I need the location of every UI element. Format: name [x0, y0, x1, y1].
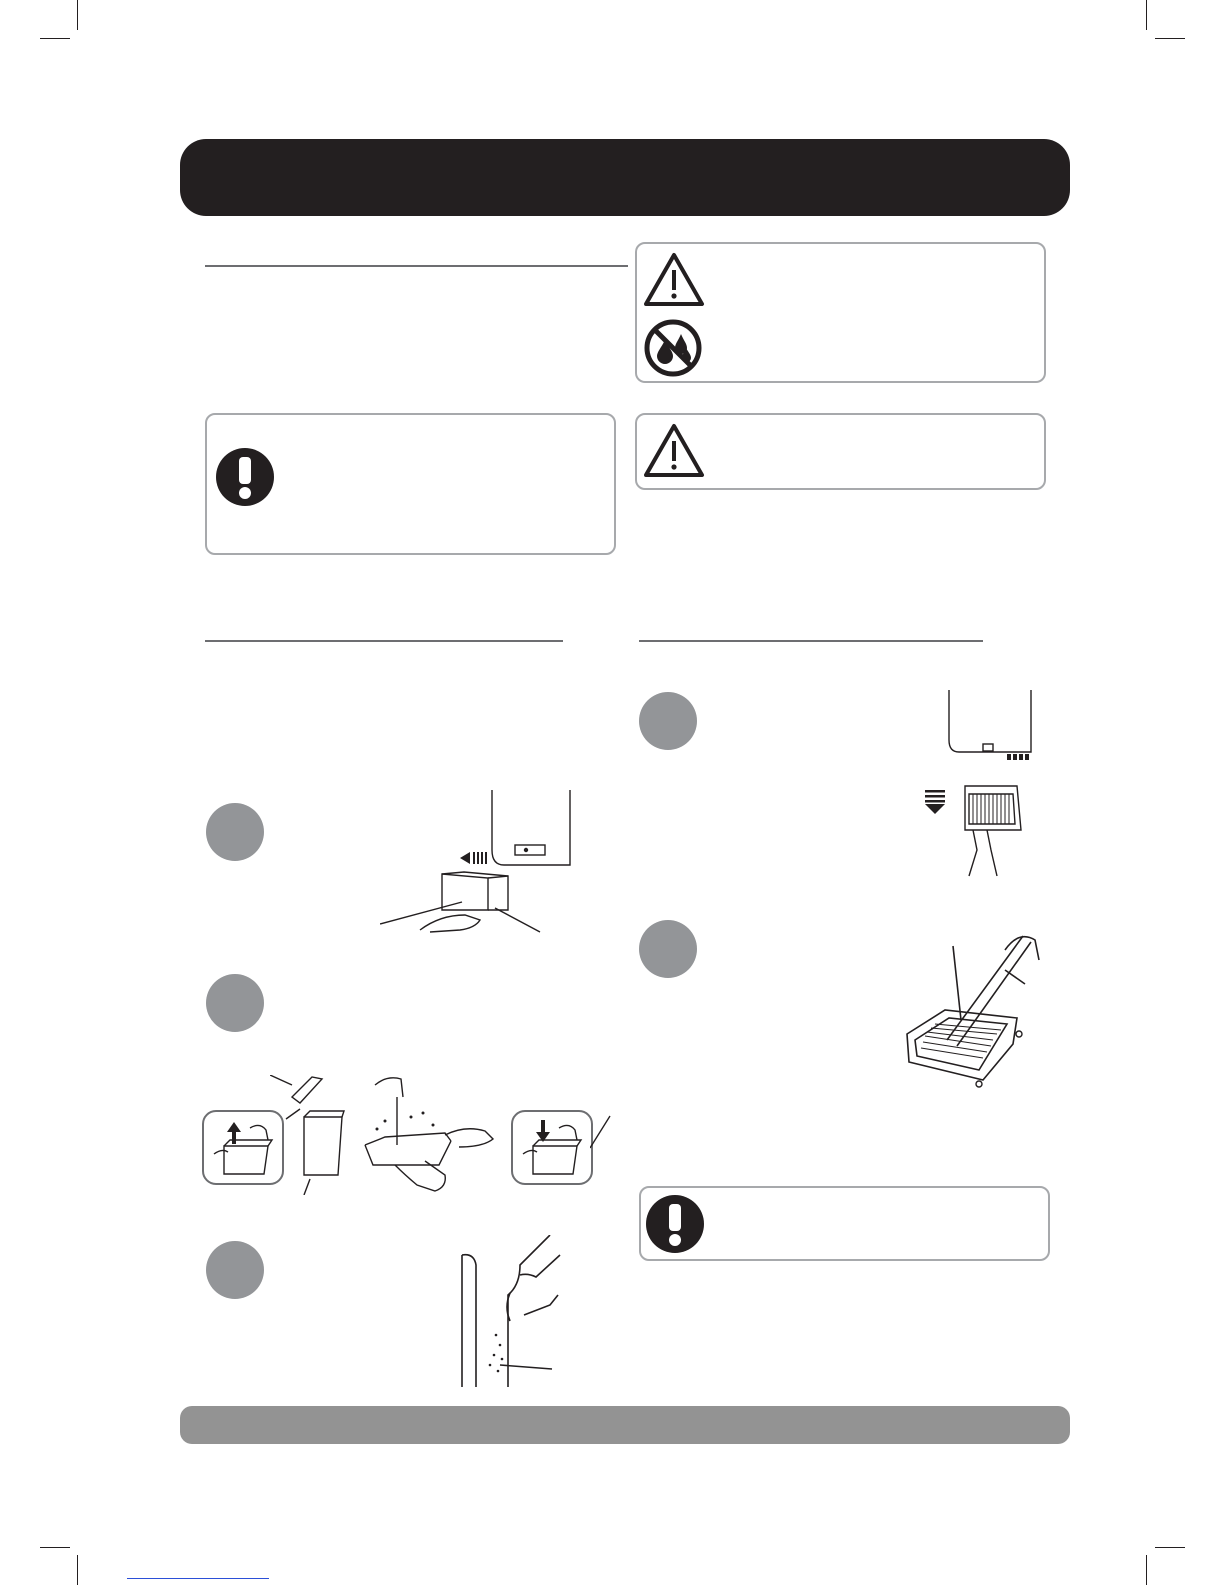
exclamation-circle-icon [645, 1194, 705, 1254]
exclamation-circle-icon [215, 447, 275, 507]
tank-close-illustration [519, 1118, 589, 1180]
crop-mark-top-left-v [77, 0, 78, 30]
inset-pointer-line [590, 1110, 612, 1150]
crop-mark-top-right-h [1155, 38, 1185, 39]
warning-box [635, 242, 1046, 383]
section-rule-mid-right [639, 640, 983, 642]
important-note-box-2 [639, 1186, 1050, 1261]
step-circle-1 [206, 803, 264, 861]
step-circle-2 [206, 974, 264, 1032]
water-tank-removal-illustration [380, 790, 580, 950]
step-circle-right-2 [639, 920, 697, 978]
tank-rinse-illustration [355, 1075, 505, 1200]
tank-lid-close-inset [511, 1110, 593, 1185]
warning-box-2 [635, 413, 1046, 490]
crop-mark-bottom-right-h [1155, 1547, 1185, 1548]
warning-triangle-icon [643, 252, 705, 308]
section-rule-mid-left [205, 640, 563, 642]
tank-lid-and-body-illustration [270, 1075, 350, 1195]
warning-triangle-icon [643, 423, 705, 479]
important-note-box [205, 413, 616, 555]
step-circle-right-1 [639, 692, 697, 750]
crop-mark-top-right-v [1146, 0, 1147, 30]
header-bar [180, 139, 1070, 216]
footer-link-underline [127, 1578, 269, 1579]
drain-wipe-illustration [450, 1235, 565, 1395]
step-circle-3 [206, 1241, 264, 1299]
crop-mark-top-left-h [40, 38, 70, 39]
filter-vacuum-illustration [895, 930, 1045, 1100]
filter-removal-illustration [925, 690, 1040, 880]
crop-mark-bottom-right-v [1146, 1555, 1147, 1585]
crop-mark-bottom-left-h [40, 1547, 70, 1548]
no-water-icon [643, 318, 703, 378]
crop-mark-bottom-left-v [77, 1555, 78, 1585]
footer-bar [180, 1406, 1070, 1444]
section-rule-top-left [205, 265, 628, 267]
